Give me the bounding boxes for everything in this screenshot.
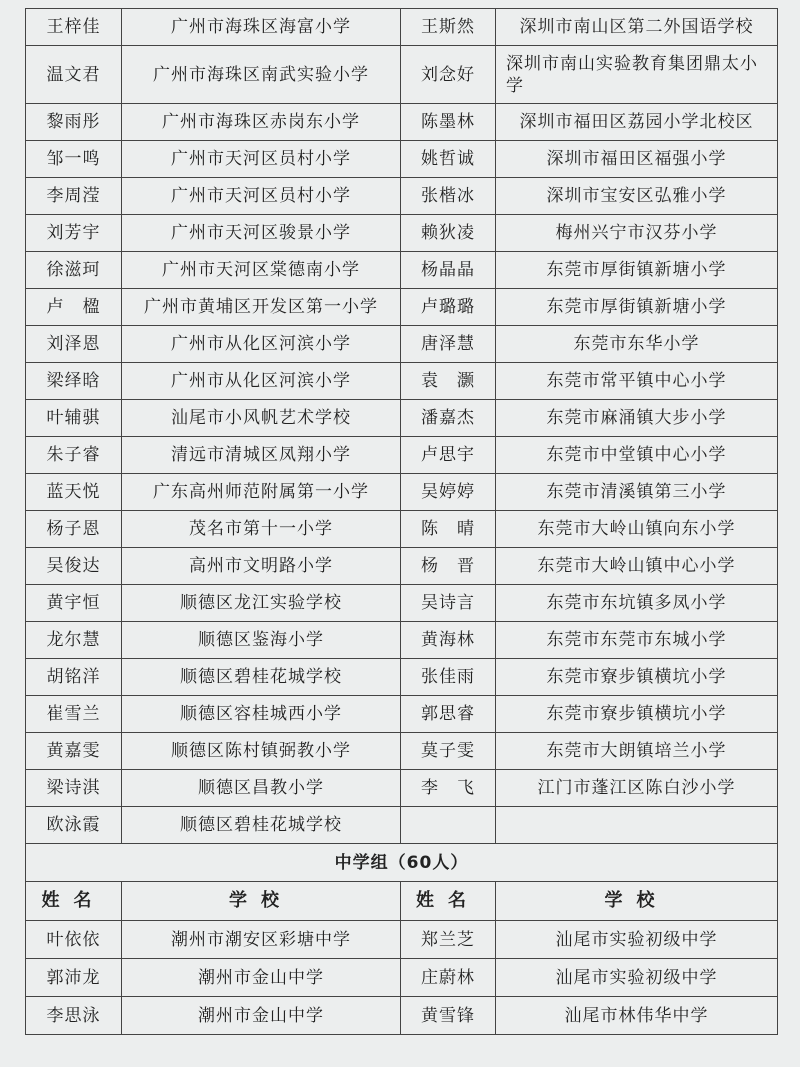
school-name: 顺德区昌教小学 xyxy=(122,770,401,807)
student-name: 卢思宇 xyxy=(401,437,496,474)
student-name: 徐滋珂 xyxy=(26,252,122,289)
section-title-row xyxy=(26,844,778,882)
school-name: 深圳市福田区福强小学 xyxy=(496,141,778,178)
student-name: 姚哲诚 xyxy=(401,141,496,178)
school-name: 东莞市大朗镇培兰小学 xyxy=(496,733,778,770)
student-name: 龙尔慧 xyxy=(26,622,122,659)
student-name: 梁绎晗 xyxy=(26,363,122,400)
school-name: 广州市从化区河滨小学 xyxy=(122,326,401,363)
table-row xyxy=(26,997,778,1035)
school-name: 东莞市东坑镇多凤小学 xyxy=(496,585,778,622)
school-name: 顺德区碧桂花城学校 xyxy=(122,659,401,696)
school-name: 潮州市金山中学 xyxy=(122,997,401,1035)
school-name: 汕尾市小风帆艺术学校 xyxy=(122,400,401,437)
school-name: 顺德区容桂城西小学 xyxy=(122,696,401,733)
header-school-2: 学校 xyxy=(496,882,778,921)
student-name: 陈 晴 xyxy=(401,511,496,548)
student-name: 袁 灏 xyxy=(401,363,496,400)
table-row xyxy=(26,585,778,622)
primary-group-rows xyxy=(26,9,778,844)
student-name: 刘泽恩 xyxy=(26,326,122,363)
school-name: 广州市天河区棠德南小学 xyxy=(122,252,401,289)
table-row xyxy=(26,511,778,548)
student-name: 李周滢 xyxy=(26,178,122,215)
table-row xyxy=(26,46,778,104)
school-name: 顺德区鉴海小学 xyxy=(122,622,401,659)
school-name: 东莞市东华小学 xyxy=(496,326,778,363)
student-name: 黄宇恒 xyxy=(26,585,122,622)
table-row xyxy=(26,474,778,511)
student-name: 潘嘉杰 xyxy=(401,400,496,437)
student-name: 温文君 xyxy=(26,46,122,104)
school-name: 顺德区碧桂花城学校 xyxy=(122,807,401,844)
school-name: 广州市海珠区赤岗东小学 xyxy=(122,104,401,141)
student-name: 陈墨林 xyxy=(401,104,496,141)
school-name: 东莞市大岭山镇中心小学 xyxy=(496,548,778,585)
table-row xyxy=(26,548,778,585)
table-row xyxy=(26,9,778,46)
student-name: 莫子雯 xyxy=(401,733,496,770)
school-name: 广州市天河区员村小学 xyxy=(122,141,401,178)
table-row xyxy=(26,363,778,400)
column-header-row xyxy=(26,882,778,921)
student-name: 黄雪锋 xyxy=(401,997,496,1035)
student-name: 卢璐璐 xyxy=(401,289,496,326)
table-row xyxy=(26,959,778,997)
table-row xyxy=(26,696,778,733)
header-school-1: 学校 xyxy=(122,882,401,921)
school-name: 汕尾市实验初级中学 xyxy=(496,921,778,959)
middle-group-rows xyxy=(26,921,778,1035)
student-name: 邹一鸣 xyxy=(26,141,122,178)
table-row xyxy=(26,437,778,474)
header-name-1: 姓名 xyxy=(26,882,122,921)
student-name: 胡铭洋 xyxy=(26,659,122,696)
student-name: 朱子睿 xyxy=(26,437,122,474)
student-name: 卢 楹 xyxy=(26,289,122,326)
table-row xyxy=(26,400,778,437)
student-name: 郭思睿 xyxy=(401,696,496,733)
student-name: 崔雪兰 xyxy=(26,696,122,733)
table-row xyxy=(26,215,778,252)
school-name: 东莞市中堂镇中心小学 xyxy=(496,437,778,474)
student-name: 黄海林 xyxy=(401,622,496,659)
table-row xyxy=(26,807,778,844)
school-name: 广州市从化区河滨小学 xyxy=(122,363,401,400)
student-name: 杨子恩 xyxy=(26,511,122,548)
table-row xyxy=(26,770,778,807)
school-name: 深圳市福田区荔园小学北校区 xyxy=(496,104,778,141)
school-name: 江门市蓬江区陈白沙小学 xyxy=(496,770,778,807)
student-name: 王梓佳 xyxy=(26,9,122,46)
school-name: 汕尾市林伟华中学 xyxy=(496,997,778,1035)
student-name: 吴俊达 xyxy=(26,548,122,585)
middle-group-title: 中学组（60人） xyxy=(26,844,778,882)
student-name: 刘念好 xyxy=(401,46,496,104)
school-name: 东莞市寮步镇横坑小学 xyxy=(496,659,778,696)
table-row xyxy=(26,289,778,326)
table-row xyxy=(26,141,778,178)
middle-group-section xyxy=(26,844,778,921)
student-name: 蓝天悦 xyxy=(26,474,122,511)
student-name: 赖狄凌 xyxy=(401,215,496,252)
student-name: 张佳雨 xyxy=(401,659,496,696)
school-name: 东莞市厚街镇新塘小学 xyxy=(496,252,778,289)
school-name: 汕尾市实验初级中学 xyxy=(496,959,778,997)
school-name: 顺德区龙江实验学校 xyxy=(122,585,401,622)
table-row xyxy=(26,252,778,289)
student-name: 黄嘉雯 xyxy=(26,733,122,770)
school-name: 东莞市厚街镇新塘小学 xyxy=(496,289,778,326)
student-name: 叶依依 xyxy=(26,921,122,959)
student-name: 王斯然 xyxy=(401,9,496,46)
school-name: 广州市海珠区南武实验小学 xyxy=(122,46,401,104)
table-row xyxy=(26,326,778,363)
school-name: 深圳市宝安区弘雅小学 xyxy=(496,178,778,215)
school-name: 潮州市潮安区彩塘中学 xyxy=(122,921,401,959)
student-name: 李 飞 xyxy=(401,770,496,807)
student-name: 郭沛龙 xyxy=(26,959,122,997)
school-name: 东莞市清溪镇第三小学 xyxy=(496,474,778,511)
school-name: 潮州市金山中学 xyxy=(122,959,401,997)
school-name: 茂名市第十一小学 xyxy=(122,511,401,548)
school-name: 广州市天河区骏景小学 xyxy=(122,215,401,252)
student-name: 吴婷婷 xyxy=(401,474,496,511)
school-name: 广东高州师范附属第一小学 xyxy=(122,474,401,511)
school-name xyxy=(496,807,778,844)
student-name: 唐泽慧 xyxy=(401,326,496,363)
school-name: 东莞市寮步镇横坑小学 xyxy=(496,696,778,733)
header-name-2: 姓名 xyxy=(401,882,496,921)
school-name: 广州市天河区员村小学 xyxy=(122,178,401,215)
student-name: 梁诗淇 xyxy=(26,770,122,807)
table-row xyxy=(26,733,778,770)
student-name: 刘芳宇 xyxy=(26,215,122,252)
school-name: 东莞市大岭山镇向东小学 xyxy=(496,511,778,548)
school-name: 深圳市南山实验教育集团鼎太小学 xyxy=(496,46,778,104)
school-name: 东莞市东莞市东城小学 xyxy=(496,622,778,659)
table-row xyxy=(26,104,778,141)
student-name: 李思泳 xyxy=(26,997,122,1035)
school-name: 深圳市南山区第二外国语学校 xyxy=(496,9,778,46)
table-row xyxy=(26,659,778,696)
school-name: 东莞市常平镇中心小学 xyxy=(496,363,778,400)
student-name: 黎雨彤 xyxy=(26,104,122,141)
school-name: 清远市清城区凤翔小学 xyxy=(122,437,401,474)
student-name: 杨 晋 xyxy=(401,548,496,585)
table-row xyxy=(26,622,778,659)
student-name: 吴诗言 xyxy=(401,585,496,622)
student-name: 叶辅骐 xyxy=(26,400,122,437)
school-name: 广州市黄埔区开发区第一小学 xyxy=(122,289,401,326)
student-name: 庄蔚林 xyxy=(401,959,496,997)
student-name xyxy=(401,807,496,844)
award-roster-table xyxy=(25,8,778,1035)
student-name: 欧泳霞 xyxy=(26,807,122,844)
school-name: 东莞市麻涌镇大步小学 xyxy=(496,400,778,437)
school-name: 高州市文明路小学 xyxy=(122,548,401,585)
student-name: 杨晶晶 xyxy=(401,252,496,289)
student-name: 张楷冰 xyxy=(401,178,496,215)
student-name: 郑兰芝 xyxy=(401,921,496,959)
school-name: 顺德区陈村镇弼教小学 xyxy=(122,733,401,770)
school-name: 梅州兴宁市汉芬小学 xyxy=(496,215,778,252)
table-row xyxy=(26,921,778,959)
school-name: 广州市海珠区海富小学 xyxy=(122,9,401,46)
table-row xyxy=(26,178,778,215)
